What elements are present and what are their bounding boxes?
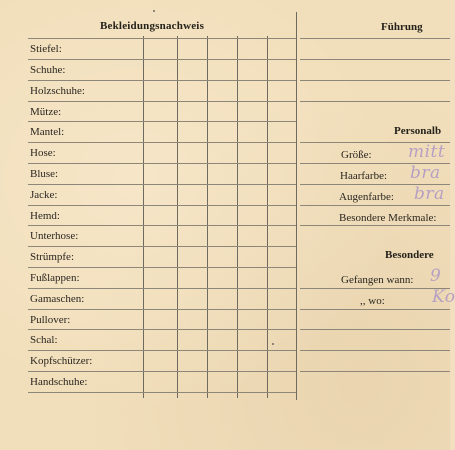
captured-where-label: ,, wo:	[360, 295, 385, 307]
section-divider	[296, 12, 297, 400]
special-section-title: Besondere	[385, 249, 434, 261]
special-rule	[300, 288, 450, 289]
clothing-item-schal: Schal:	[30, 334, 58, 346]
table-rule	[28, 288, 296, 289]
column-divider	[177, 36, 178, 398]
captured-when-label: Gefangen wann:	[341, 274, 414, 286]
table-rule	[28, 392, 296, 393]
column-divider	[267, 36, 268, 398]
conduct-rule	[300, 59, 450, 60]
table-rule	[28, 371, 296, 372]
table-rule	[28, 309, 296, 310]
eye-color-value: bra	[414, 184, 445, 204]
clothing-item-stiefel: Stiefel:	[30, 43, 62, 55]
hair-color-label: Haarfarbe:	[340, 170, 388, 182]
table-rule	[28, 329, 296, 330]
hair-color-value: bra	[410, 163, 441, 183]
clothing-item-hose: Hose:	[30, 147, 56, 159]
conduct-rule	[300, 101, 450, 102]
table-rule	[28, 350, 296, 351]
clothing-item-handschuhe: Handschuhe:	[30, 376, 88, 388]
table-rule	[28, 59, 296, 60]
eye-color-label: Augenfarbe:	[339, 191, 394, 203]
clothing-item-fusslappen: Fußlappen:	[30, 272, 80, 284]
clothing-item-jacke: Jacke:	[30, 189, 58, 201]
captured-where-value: Ko	[432, 287, 455, 307]
table-rule	[28, 184, 296, 185]
clothing-item-hemd: Hemd:	[30, 210, 60, 222]
clothing-item-struempfe: Strümpfe:	[30, 251, 74, 263]
table-rule	[28, 246, 296, 247]
height-value: mitt	[408, 142, 446, 162]
table-rule	[28, 225, 296, 226]
table-rule	[28, 80, 296, 81]
clothing-item-schuhe: Schuhe:	[30, 64, 66, 76]
special-rule	[300, 371, 450, 372]
personal-section-title: Personalb	[394, 125, 442, 137]
conduct-rule	[300, 80, 450, 81]
column-divider	[207, 36, 208, 398]
table-rule	[28, 163, 296, 164]
special-rule	[300, 309, 450, 310]
clothing-item-mantel: Mantel:	[30, 126, 65, 138]
special-rule	[300, 329, 450, 330]
personal-rule	[300, 205, 450, 206]
column-divider	[237, 36, 238, 398]
clothing-item-unterhose: Unterhose:	[30, 230, 79, 242]
clothing-item-kopfschuetzer: Kopfschützer:	[30, 355, 93, 367]
table-rule	[28, 38, 296, 39]
conduct-rule	[300, 38, 450, 39]
paper-mark	[153, 10, 155, 12]
table-rule	[28, 121, 296, 122]
clothing-item-pullover: Pullover:	[30, 314, 71, 326]
clothing-item-muetze: Mütze:	[30, 106, 62, 118]
table-rule	[28, 142, 296, 143]
clothing-item-gamaschen: Gamaschen:	[30, 293, 85, 305]
table-rule	[28, 205, 296, 206]
table-rule	[28, 267, 296, 268]
clothing-section-title: Bekleidungsnachweis	[100, 20, 205, 32]
column-divider	[143, 36, 144, 398]
clothing-item-holzschuhe: Holzschuhe:	[30, 85, 85, 97]
conduct-section-title: Führung	[381, 21, 423, 33]
table-rule	[28, 101, 296, 102]
clothing-item-bluse: Bluse:	[30, 168, 59, 180]
paper-mark	[272, 343, 274, 345]
personal-rule	[300, 225, 450, 226]
captured-when-value: 9	[430, 266, 442, 286]
special-marks-label: Besondere Merkmale:	[339, 212, 437, 224]
height-label: Größe:	[341, 149, 372, 161]
special-rule	[300, 350, 450, 351]
